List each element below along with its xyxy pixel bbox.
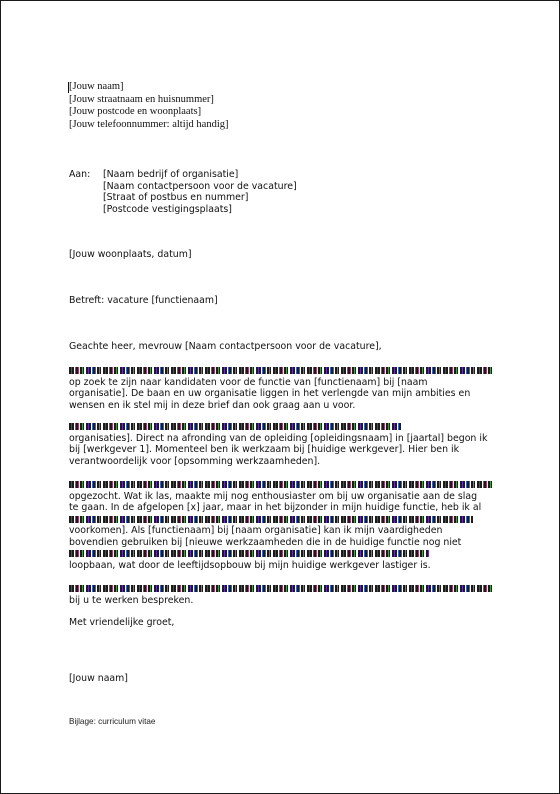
sender-phone[interactable]: [Jouw telefoonnummer: altijd handig]	[69, 118, 229, 130]
attachment-note[interactable]: Bijlage: curriculum vitae	[69, 717, 156, 726]
recipient-company[interactable]: [Naam bedrijf of organisatie]	[103, 169, 239, 180]
text-cursor	[68, 82, 69, 93]
salutation[interactable]: Geachte heer, mevrouw [Naam contactpersoon voor de vacature],	[69, 341, 382, 352]
paragraph-line: bij u te werken bespreken.	[69, 594, 194, 606]
sender-name[interactable]: [Jouw naam]	[69, 81, 124, 92]
recipient-contact[interactable]: [Naam contactpersoon voor de vacature]	[103, 180, 297, 192]
sender-address-block	[69, 81, 229, 131]
artifact-row	[69, 479, 499, 491]
place-date[interactable]: [Jouw woonplaats, datum]	[69, 249, 192, 260]
paragraph-line: wensen en ik stel mij in deze brief dan ook graag aan u voor.	[69, 399, 356, 411]
paragraph-1[interactable]	[69, 365, 499, 411]
paragraph-line: bovendien gebruiken bij [nieuwe werkzaamheden die in de huidige functie nog niet	[69, 536, 462, 548]
paragraph-line: loopbaan, wat door de leeftijdsopbouw bij mijn huidige werkgever lastiger is.	[69, 559, 431, 571]
recipient-label: Aan:	[69, 169, 91, 180]
paragraph-line: bij [werkgever 1]. Momenteel ben ik werkzaam bij [huidige werkgever]. Hier ben ik	[69, 444, 460, 455]
artifact-row	[69, 365, 499, 377]
paragraph-line: op zoek te zijn naar kandidaten voor de functie van [functienaam] bij [naam	[69, 376, 428, 388]
sender-street[interactable]: [Jouw straatnaam en huisnummer]	[69, 93, 214, 105]
paragraph-line: voorkomen]. Als [functienaam] bij [naam organisatie] kan ik mijn vaardigheden	[69, 525, 443, 536]
artifact-row	[69, 583, 499, 595]
sender-postcode-city[interactable]: [Jouw postcode en woonplaats]	[69, 106, 202, 118]
paragraph-4[interactable]	[69, 583, 499, 606]
paragraph-line: organisatie]. De baan en uw organisatie liggen in het verlengde van mijn ambities en	[69, 388, 471, 399]
artifact-row	[69, 548, 499, 560]
recipient-address-block	[103, 169, 297, 215]
paragraph-line: verantwoordelijk voor [opsomming werkzaamheden].	[69, 455, 321, 467]
recipient-postcode[interactable]: [Postcode vestigingsplaats]	[103, 203, 232, 215]
subject-line[interactable]: Betreft: vacature [functienaam]	[69, 295, 218, 306]
paragraph-line: organisaties]. Direct na afronding van de opleiding [opleidingsnaam] in [jaartal] begon ik	[69, 432, 488, 444]
paragraph-2[interactable]	[69, 421, 499, 467]
paragraph-3[interactable]	[69, 479, 499, 571]
artifact-row	[69, 514, 499, 526]
closing[interactable]: Met vriendelijke groet,	[69, 617, 175, 628]
paragraph-line: opgezocht. Wat ik las, maakte mij nog enthousiaster om bij uw organisatie aan de slag	[69, 490, 478, 502]
signature-name[interactable]: [Jouw naam]	[69, 673, 128, 684]
paragraph-line: te gaan. In de afgelopen [x] jaar, maar in het bijzonder in mijn huidige functie, heb ik al	[69, 502, 482, 513]
artifact-row	[69, 421, 499, 433]
recipient-street[interactable]: [Straat of postbus en nummer]	[103, 192, 249, 203]
